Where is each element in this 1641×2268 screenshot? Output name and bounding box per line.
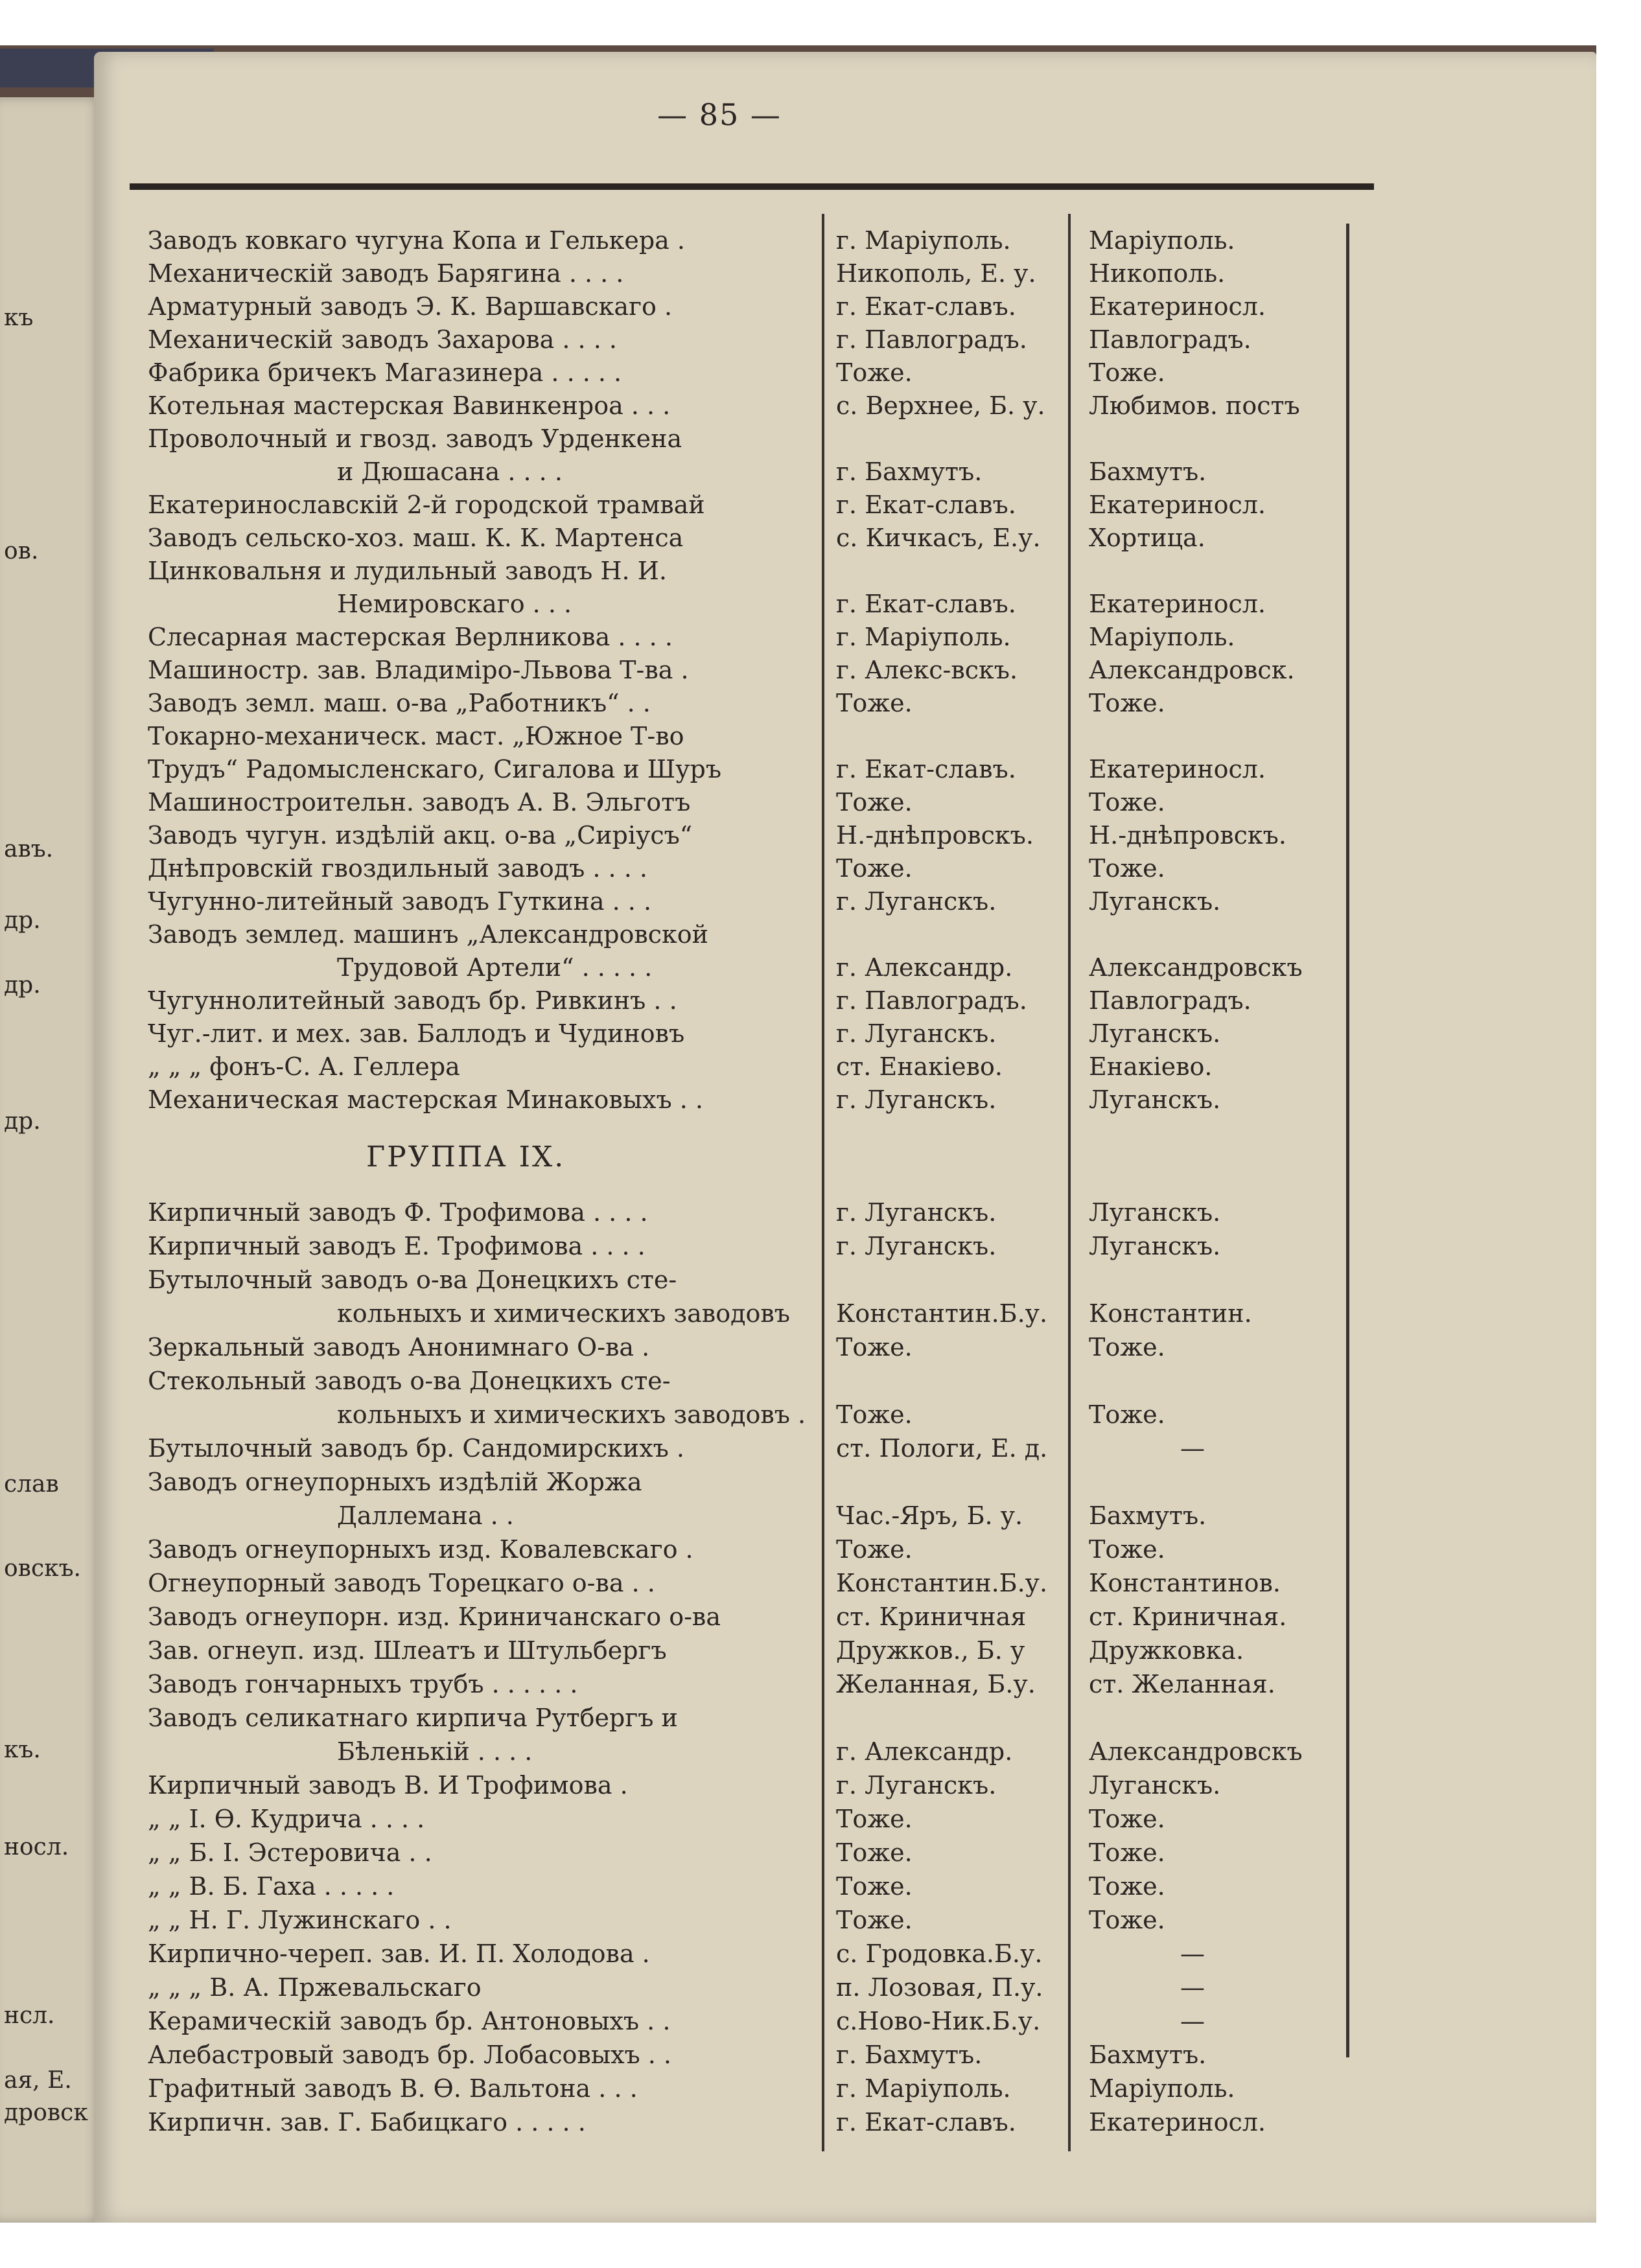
post-office: Луганскъ.: [1089, 1771, 1221, 1799]
left-page-edge: [0, 97, 104, 2223]
post-office: Павлоградъ.: [1089, 325, 1251, 354]
enterprise-name: Трудовой Артели“ . . . . .: [337, 953, 653, 982]
post-office: Бахмутъ.: [1089, 457, 1207, 486]
post-office: —: [1180, 2007, 1205, 2035]
enterprise-name: кольныхъ и химическихъ заводовъ .: [337, 1400, 806, 1429]
page-number: — 85 —: [657, 97, 782, 132]
post-office: Луганскъ.: [1089, 1198, 1221, 1227]
enterprise-name: Днѣпровскій гвоздильный заводъ . . . .: [148, 854, 647, 883]
post-office: Тоже.: [1089, 358, 1165, 387]
enterprise-name: Механическій заводъ Захарова . . . .: [148, 325, 617, 354]
enterprise-name: Зеркальный заводъ Анонимнаго О-ва .: [148, 1333, 650, 1361]
enterprise-name: Заводъ огнеупорныхъ изд. Ковалевскаго .: [148, 1535, 693, 1564]
location: п. Лозовая, П.у.: [836, 1973, 1043, 2002]
post-office: Бахмутъ.: [1089, 2041, 1207, 2069]
enterprise-name: Заводъ огнеупорн. изд. Криничанскаго о-ва: [148, 1603, 721, 1631]
location: Тоже.: [836, 1872, 913, 1901]
location: Тоже.: [836, 1906, 913, 1934]
location: г. Бахмутъ.: [836, 2041, 983, 2069]
enterprise-name: „ „ „ В. А. Пржевальскаго: [148, 1973, 482, 2002]
location: Никополь, Е. у.: [836, 259, 1036, 288]
column-divider-2: [1068, 214, 1071, 2151]
enterprise-name: Механическая мастерская Минаковыхъ . .: [148, 1085, 703, 1114]
post-office: Константинов.: [1089, 1569, 1281, 1597]
location: г. Маріуполь.: [836, 226, 1011, 255]
post-office: Енакіево.: [1089, 1052, 1213, 1081]
enterprise-name: Кирпичный заводъ Е. Трофимова . . . .: [148, 1232, 646, 1260]
post-office: Бахмутъ.: [1089, 1501, 1207, 1530]
enterprise-name: Заводъ земл. маш. о-ва „Работникъ“ . .: [148, 689, 651, 717]
left-page-fragment: носл.: [4, 1834, 69, 1860]
location: с. Гродовка.Б.у.: [836, 1939, 1043, 1968]
enterprise-name: Трудъ“ Радомысленскаго, Сигалова и Шуръ: [148, 755, 722, 783]
post-office: ст. Желанная.: [1089, 1670, 1275, 1698]
enterprise-name: Кирпично-череп. зав. И. П. Холодова .: [148, 1939, 650, 1968]
enterprise-name: Бѣленькій . . . .: [337, 1737, 533, 1766]
location: Тоже.: [836, 1535, 913, 1564]
enterprise-name: Графитный заводъ В. Ѳ. Вальтона . . .: [148, 2074, 638, 2103]
enterprise-name: Даллемана . .: [337, 1501, 514, 1530]
enterprise-name: Екатеринославскій 2-й городской трамвай: [148, 491, 705, 519]
left-page-fragment: дровск: [4, 2100, 88, 2126]
enterprise-name: Арматурный заводъ Э. К. Варшавскаго .: [148, 292, 673, 321]
enterprise-name: Алебастровый заводъ бр. Лобасовыхъ . .: [148, 2041, 672, 2069]
enterprise-name: Бутылочный заводъ бр. Сандомирскихъ .: [148, 1434, 685, 1463]
post-office: Тоже.: [1089, 1906, 1165, 1934]
location: г. Александр.: [836, 1737, 1013, 1766]
location: Константин.Б.у.: [836, 1299, 1048, 1328]
location: Желанная, Б.у.: [836, 1670, 1036, 1698]
left-page-fragment: овскъ.: [4, 1555, 81, 1582]
enterprise-name: Проволочный и гвозд. заводъ Урденкена: [148, 424, 682, 453]
enterprise-name: Заводъ сельско-хоз. маш. К. К. Мартенса: [148, 524, 684, 552]
post-office: —: [1180, 1434, 1205, 1463]
location: г. Луганскъ.: [836, 1085, 997, 1114]
enterprise-name: Фабрика бричекъ Магазинера . . . . .: [148, 358, 622, 387]
post-office: Тоже.: [1089, 1400, 1165, 1429]
location: Тоже.: [836, 358, 913, 387]
post-office: Александровск.: [1089, 656, 1295, 684]
post-office: —: [1180, 1973, 1205, 2002]
post-office: —: [1180, 1939, 1205, 1968]
enterprise-name: „ „ В. Б. Гаха . . . . .: [148, 1872, 395, 1901]
location: г. Екат-славъ.: [836, 590, 1016, 618]
post-office: ст. Криничная.: [1089, 1603, 1287, 1631]
post-office: Екатериносл.: [1089, 292, 1266, 321]
location: Тоже.: [836, 689, 913, 717]
location: Тоже.: [836, 788, 913, 816]
location: Константин.Б.у.: [836, 1569, 1048, 1597]
location: г. Луганскъ.: [836, 887, 997, 916]
location: г. Алекс-вскъ.: [836, 656, 1018, 684]
enterprise-name: Чугуннолитейный заводъ бр. Ривкинъ . .: [148, 986, 677, 1015]
post-office: Александровскъ: [1089, 953, 1303, 982]
post-office: Тоже.: [1089, 689, 1165, 717]
enterprise-name: Заводъ землед. машинъ „Александровской: [148, 920, 709, 949]
left-page-fragment: слав: [4, 1471, 59, 1498]
post-office: Н.-днѣпровскъ.: [1089, 821, 1286, 850]
column-divider-1: [822, 214, 824, 2151]
enterprise-name: Стекольный заводъ о-ва Донецкихъ сте-: [148, 1367, 671, 1395]
post-office: Луганскъ.: [1089, 887, 1221, 916]
location: г. Луганскъ.: [836, 1198, 997, 1227]
enterprise-name: Керамическій заводъ бр. Антоновыхъ . .: [148, 2007, 671, 2035]
enterprise-name: Машиностроительн. заводъ А. В. Эльготъ: [148, 788, 691, 816]
enterprise-name: „ „ Б. І. Эстеровича . .: [148, 1838, 432, 1867]
location: Тоже.: [836, 1333, 913, 1361]
post-office: Тоже.: [1089, 1838, 1165, 1867]
group-heading: ГРУППА IX.: [366, 1140, 566, 1174]
location: Н.-днѣпровскъ.: [836, 821, 1034, 850]
post-office: Тоже.: [1089, 1333, 1165, 1361]
location: Час.-Яръ, Б. у.: [836, 1501, 1023, 1530]
location: Тоже.: [836, 854, 913, 883]
post-office: Дружковка.: [1089, 1636, 1244, 1665]
location: г. Павлоградъ.: [836, 325, 1027, 354]
enterprise-name: Механическій заводъ Барягина . . . .: [148, 259, 624, 288]
location: г. Екат-славъ.: [836, 755, 1016, 783]
enterprise-name: Заводъ селикатнаго кирпича Рутбергъ и: [148, 1704, 678, 1732]
post-office: Екатериносл.: [1089, 755, 1266, 783]
enterprise-name: Заводъ гончарныхъ трубъ . . . . . .: [148, 1670, 578, 1698]
location: Тоже.: [836, 1838, 913, 1867]
enterprise-name: „ „ І. Ѳ. Кудрича . . . .: [148, 1805, 425, 1833]
location: ст. Енакіево.: [836, 1052, 1003, 1081]
enterprise-name: Огнеупорный заводъ Торецкаго о-ва . .: [148, 1569, 655, 1597]
enterprise-name: Машиностр. зав. Владиміро-Львова Т-ва .: [148, 656, 689, 684]
post-office: Екатериносл.: [1089, 2108, 1266, 2136]
enterprise-name: Токарно-механическ. маст. „Южное Т-во: [148, 722, 684, 750]
post-office: Маріуполь.: [1089, 226, 1235, 255]
location: г. Луганскъ.: [836, 1771, 997, 1799]
enterprise-name: Зав. огнеуп. изд. Шлеатъ и Штульбергъ: [148, 1636, 667, 1665]
enterprise-name: „ „ „ фонъ-С. А. Геллера: [148, 1052, 460, 1081]
post-office: Тоже.: [1089, 788, 1165, 816]
enterprise-name: Кирпичный заводъ Ф. Трофимова . . . .: [148, 1198, 648, 1227]
enterprise-name: Заводъ огнеупорныхъ издѣлій Жоржа: [148, 1468, 642, 1496]
location: Дружков., Б. у: [836, 1636, 1025, 1665]
enterprise-name: Чуг.-лит. и мех. зав. Баллодъ и Чудиновъ: [148, 1019, 685, 1048]
location: Тоже.: [836, 1805, 913, 1833]
location: Тоже.: [836, 1400, 913, 1429]
post-office: Маріуполь.: [1089, 623, 1235, 651]
enterprise-name: и Дюшасана . . . .: [337, 457, 563, 486]
location: г. Екат-славъ.: [836, 2108, 1016, 2136]
post-office: Маріуполь.: [1089, 2074, 1235, 2103]
location: с. Верхнее, Б. у.: [836, 391, 1045, 420]
enterprise-name: Заводъ ковкаго чугуна Копа и Гелькера .: [148, 226, 685, 255]
left-page-fragment: др.: [4, 972, 41, 999]
location: г. Луганскъ.: [836, 1232, 997, 1260]
top-rule: [130, 183, 1374, 190]
enterprise-name: Заводъ чугун. издѣлій акц. о-ва „Сиріусъ“: [148, 821, 693, 850]
location: ст. Пологи, Е. д.: [836, 1434, 1048, 1463]
location: г. Екат-славъ.: [836, 491, 1016, 519]
enterprise-name: Кирпичн. зав. Г. Бабицкаго . . . . .: [148, 2108, 586, 2136]
location: с. Кичкасъ, Е.у.: [836, 524, 1041, 552]
location: г. Екат-славъ.: [836, 292, 1016, 321]
location: г. Бахмутъ.: [836, 457, 983, 486]
location: г. Луганскъ.: [836, 1019, 997, 1048]
left-page-fragment: ов.: [4, 538, 39, 564]
location: с.Ново-Ник.Б.у.: [836, 2007, 1041, 2035]
enterprise-name: Цинковальня и лудильный заводъ Н. И.: [148, 557, 667, 585]
post-office: Любимов. постъ: [1089, 391, 1300, 420]
left-page-fragment: авъ.: [4, 836, 54, 862]
post-office: Павлоградъ.: [1089, 986, 1251, 1015]
post-office: Константин.: [1089, 1299, 1252, 1328]
post-office: Луганскъ.: [1089, 1232, 1221, 1260]
post-office: Тоже.: [1089, 1872, 1165, 1901]
location: г. Павлоградъ.: [836, 986, 1027, 1015]
post-office: Хортица.: [1089, 524, 1205, 552]
post-office: Луганскъ.: [1089, 1085, 1221, 1114]
enterprise-name: Чугунно-литейный заводъ Гуткина . . .: [148, 887, 652, 916]
left-page-fragment: др.: [4, 1108, 41, 1135]
post-office: Екатериносл.: [1089, 590, 1266, 618]
enterprise-name: „ „ Н. Г. Лужинскаго . .: [148, 1906, 452, 1934]
enterprise-name: Кирпичный заводъ В. И Трофимова .: [148, 1771, 628, 1799]
enterprise-name: Бутылочный заводъ о-ва Донецкихъ сте-: [148, 1266, 677, 1294]
post-office: Александровскъ: [1089, 1737, 1303, 1766]
left-page-fragment: къ.: [4, 1737, 41, 1763]
left-page-fragment: нсл.: [4, 2002, 55, 2029]
enterprise-name: Слесарная мастерская Верлникова . . . .: [148, 623, 673, 651]
location: г. Маріуполь.: [836, 2074, 1011, 2103]
enterprise-name: кольныхъ и химическихъ заводовъ: [337, 1299, 790, 1328]
location: г. Александр.: [836, 953, 1013, 982]
post-office: Никополь.: [1089, 259, 1226, 288]
post-office: Тоже.: [1089, 1535, 1165, 1564]
location: г. Маріуполь.: [836, 623, 1011, 651]
left-page-fragment: др.: [4, 907, 41, 934]
post-office: Тоже.: [1089, 854, 1165, 883]
enterprise-name: Котельная мастерская Вавинкенроа . . .: [148, 391, 671, 420]
enterprise-name: Немировскаго . . .: [337, 590, 572, 618]
post-office: Тоже.: [1089, 1805, 1165, 1833]
post-office: Екатериносл.: [1089, 491, 1266, 519]
left-page-fragment: ая, Е.: [4, 2067, 72, 2094]
left-page-fragment: къ: [4, 305, 34, 331]
post-office: Луганскъ.: [1089, 1019, 1221, 1048]
location: ст. Криничная: [836, 1603, 1027, 1631]
